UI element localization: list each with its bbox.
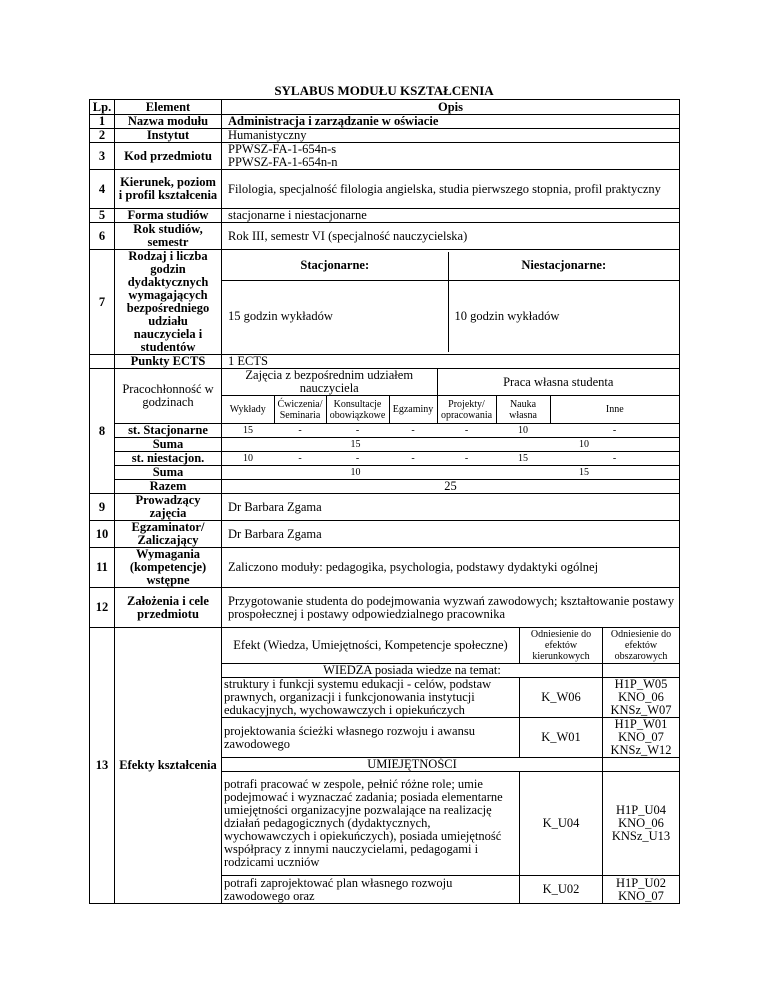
- element-11: Wymagania (kompetencje) wstępne: [115, 548, 222, 588]
- hours-stacjonarne: 15 godzin wykładów: [222, 280, 448, 352]
- effects-umiej-label: UMIEJĘTNOŚCI: [222, 758, 603, 772]
- lp-4: 4: [90, 170, 115, 209]
- niest-sum-self: 15: [579, 467, 589, 478]
- workload-group-self: Praca własna studenta: [437, 369, 679, 396]
- workload-stac-sum: [222, 438, 680, 452]
- label-razem: Razem: [115, 480, 222, 494]
- col-konsultacje: Konsultacje obowiązkowe: [326, 396, 389, 424]
- row-9: [90, 494, 680, 521]
- workload-header: [222, 369, 680, 424]
- hours-block: [222, 250, 680, 355]
- row-8-niest: [90, 452, 680, 466]
- row-7: [90, 250, 680, 355]
- niest-konsultacje: -: [355, 453, 360, 464]
- lp-11: 11: [90, 548, 115, 588]
- effect-obsz: KNSz_W07: [610, 703, 672, 717]
- lp-1: 1: [90, 115, 115, 129]
- hours-head-stacjonarne: Stacjonarne:: [222, 252, 448, 280]
- effect-text: potrafi zaprojektować plan własnego rozwoju zawodowego oraz: [222, 876, 520, 904]
- label-stacjonarne: st. Stacjonarne: [115, 424, 222, 438]
- element-13: Efekty kształcenia: [115, 628, 222, 904]
- row-8-head: [90, 369, 680, 424]
- effects-head-effect: Efekt (Wiedza, Umiejętności, Kompetencje społeczne): [222, 628, 520, 664]
- niest-nauka: 15: [518, 453, 528, 464]
- examiner: Dr Barbara Zgama: [222, 521, 680, 548]
- row-1: [90, 115, 680, 129]
- effect-obsz: H1P_U02: [616, 875, 667, 890]
- effect-obsz: KNSz_U13: [611, 829, 671, 843]
- lecturer: Dr Barbara Zgama: [222, 494, 680, 521]
- niest-egzaminy: -: [411, 453, 415, 464]
- effect-obsz: H1P_W05: [614, 677, 668, 691]
- effect-kier: K_W01: [520, 718, 603, 758]
- label-niestacjonarne: st. niestacjon.: [115, 452, 222, 466]
- element-ects: Punkty ECTS: [115, 355, 222, 369]
- element-4: Kierunek, poziom i profil kształcenia: [115, 170, 222, 209]
- stac-sum-self: 10: [579, 439, 589, 450]
- stac-inne: -: [612, 425, 617, 436]
- row-ects: [90, 355, 680, 369]
- stac-nauka: 10: [518, 425, 528, 436]
- element-9: Prowadzący zajęcia: [115, 494, 222, 521]
- row-10: [90, 521, 680, 548]
- effect-text: potrafi pracować w zespole, pełnić różne role; umie podejmować i wyznaczać zadania; posiada elementarne umiejętności organizacyjne pozwalające na realizację działań pedagogicznych (dydaktycznych, wychowawczych i opiekuńczych), posiada umiejętność współpracy z innymi nauczycielami, pedagogami i rodzicami uczniów: [222, 772, 520, 876]
- workload-niest-sum: [222, 466, 680, 480]
- lp-9: 9: [90, 494, 115, 521]
- element-7: Rodzaj i liczba godzin dydaktycznych wymagających bezpośredniego udziału nauczyciela i studentów: [115, 250, 222, 355]
- stac-cwiczenia: -: [298, 425, 302, 436]
- lp-7: 7: [90, 250, 115, 355]
- niest-projekty: -: [464, 453, 469, 464]
- lp-13: 13: [90, 628, 115, 904]
- razem-value: 25: [222, 480, 680, 494]
- effect-kier: K_U02: [520, 876, 603, 904]
- row-11: [90, 548, 680, 588]
- effect-kier: K_U04: [520, 772, 603, 876]
- effect-obsz: KNO_06: [618, 690, 664, 704]
- element-5: Forma studiów: [115, 209, 222, 223]
- row-8-niest-sum: [90, 466, 680, 480]
- header-lp: Lp.: [90, 100, 115, 115]
- effect-obsz: KNO_07: [618, 888, 664, 903]
- lp-10: 10: [90, 521, 115, 548]
- element-1: Nazwa modułu: [115, 115, 222, 129]
- stac-egzaminy: -: [411, 425, 415, 436]
- hours-head-niestacjonarne: Niestacjonarne:: [448, 252, 679, 280]
- lp-8: 8: [90, 369, 115, 494]
- effect-obsz: H1P_U04: [616, 803, 667, 817]
- module-name: Administracja i zarządzanie w oświacie: [222, 115, 680, 129]
- niest-wyklady: 10: [243, 453, 253, 464]
- row-8-stac: [90, 424, 680, 438]
- field-of-study: Filologia, specjalność filologia angielska, studia pierwszego stopnia, profil praktyczny: [222, 170, 680, 209]
- effects-head-obsz: Odniesienie do efektów obszarowych: [603, 628, 680, 664]
- course-code: [222, 143, 680, 170]
- col-wyklady: Wykłady: [222, 396, 274, 424]
- effect-obsz: H1P_W01: [614, 717, 668, 731]
- element-12: Założenia i cele przedmiotu: [115, 588, 222, 628]
- row-13-head: [90, 628, 680, 664]
- hours-niestacjonarne: 10 godzin wykładów: [448, 280, 679, 352]
- label-suma-niest: Suma: [115, 466, 222, 480]
- niest-sum-direct: 10: [350, 467, 361, 478]
- effect-kier: K_W06: [520, 678, 603, 718]
- label-suma-stac: Suma: [115, 438, 222, 452]
- lp-3: 3: [90, 143, 115, 170]
- lp-2: 2: [90, 129, 115, 143]
- workload-stac-cells: [222, 424, 680, 438]
- course-code-n: PPWSZ-FA-1-654n-n: [228, 155, 338, 169]
- niest-inne: -: [612, 453, 617, 464]
- prerequisites: Zaliczono moduły: pedagogika, psychologia, podstawy dydaktyki ogólnej: [222, 548, 680, 588]
- objectives: Przygotowanie studenta do podejmowania wyzwań zawodowych; kształtowanie postawy prospołecznej i postawy odpowiedzialnego pracownika: [222, 588, 680, 628]
- lp-6: 6: [90, 223, 115, 250]
- col-cwiczenia: Ćwiczenia/ Seminaria: [274, 396, 326, 424]
- effects-wiedza-label: WIEDZA posiada wiedze na temat:: [222, 664, 603, 678]
- stac-sum-direct: 15: [350, 439, 361, 450]
- row-8-razem: [90, 480, 680, 494]
- col-egzaminy: Egzaminy: [389, 396, 437, 424]
- year-semester: Rok III, semestr VI (specjalność nauczycielska): [222, 223, 680, 250]
- element-10: Egzaminator/ Zaliczający: [115, 521, 222, 548]
- col-nauka: Nauka własna: [496, 396, 550, 424]
- row-12: [90, 588, 680, 628]
- workload-group-direct: Zajęcia z bezpośrednim udziałem nauczyciela: [222, 369, 437, 396]
- stac-projekty: -: [464, 425, 469, 436]
- effect-text: projektowania ścieżki własnego rozwoju i awansu zawodowego: [222, 718, 520, 758]
- stac-wyklady: 15: [243, 425, 253, 436]
- effect-obsz: KNO_06: [618, 816, 664, 830]
- element-8: Pracochłonność w godzinach: [115, 369, 222, 424]
- stac-konsultacje: -: [355, 425, 360, 436]
- row-8-stac-sum: [90, 438, 680, 452]
- institute-value: Humanistyczny: [222, 129, 680, 143]
- effect-obsz: KNO_07: [618, 730, 664, 744]
- effect-obsz: KNSz_W12: [610, 743, 672, 757]
- effect-text: struktury i funkcji systemu edukacji - celów, podstaw prawnych, organizacji i funkcjonowania instytucji edukacyjnych, wychowawczych i opiekuńczych: [222, 678, 520, 718]
- element-2: Instytut: [115, 129, 222, 143]
- lp-12: 12: [90, 588, 115, 628]
- row-4: [90, 170, 680, 209]
- niest-cwiczenia: -: [298, 453, 302, 464]
- lp-5: 5: [90, 209, 115, 223]
- header-opis: Opis: [222, 100, 680, 115]
- col-projekty: Projekty/ opracowania: [437, 396, 496, 424]
- effects-head-kier: Odniesienie do efektów kierunkowych: [520, 628, 603, 664]
- row-5: [90, 209, 680, 223]
- row-2: [90, 129, 680, 143]
- col-inne: Inne: [550, 396, 679, 424]
- row-3: [90, 143, 680, 170]
- course-code-s: PPWSZ-FA-1-654n-s: [228, 142, 337, 156]
- row-6: [90, 223, 680, 250]
- ects-value: 1 ECTS: [222, 355, 680, 369]
- study-form: stacjonarne i niestacjonarne: [222, 209, 680, 223]
- element-6: Rok studiów, semestr: [115, 223, 222, 250]
- header-element: Element: [115, 100, 222, 115]
- element-3: Kod przedmiotu: [115, 143, 222, 170]
- syllabus-table: [89, 99, 680, 904]
- header-row: [90, 100, 680, 115]
- workload-niest-cells: [222, 452, 680, 466]
- document-title: SYLABUS MODUŁU KSZTAŁCENIA: [274, 83, 494, 98]
